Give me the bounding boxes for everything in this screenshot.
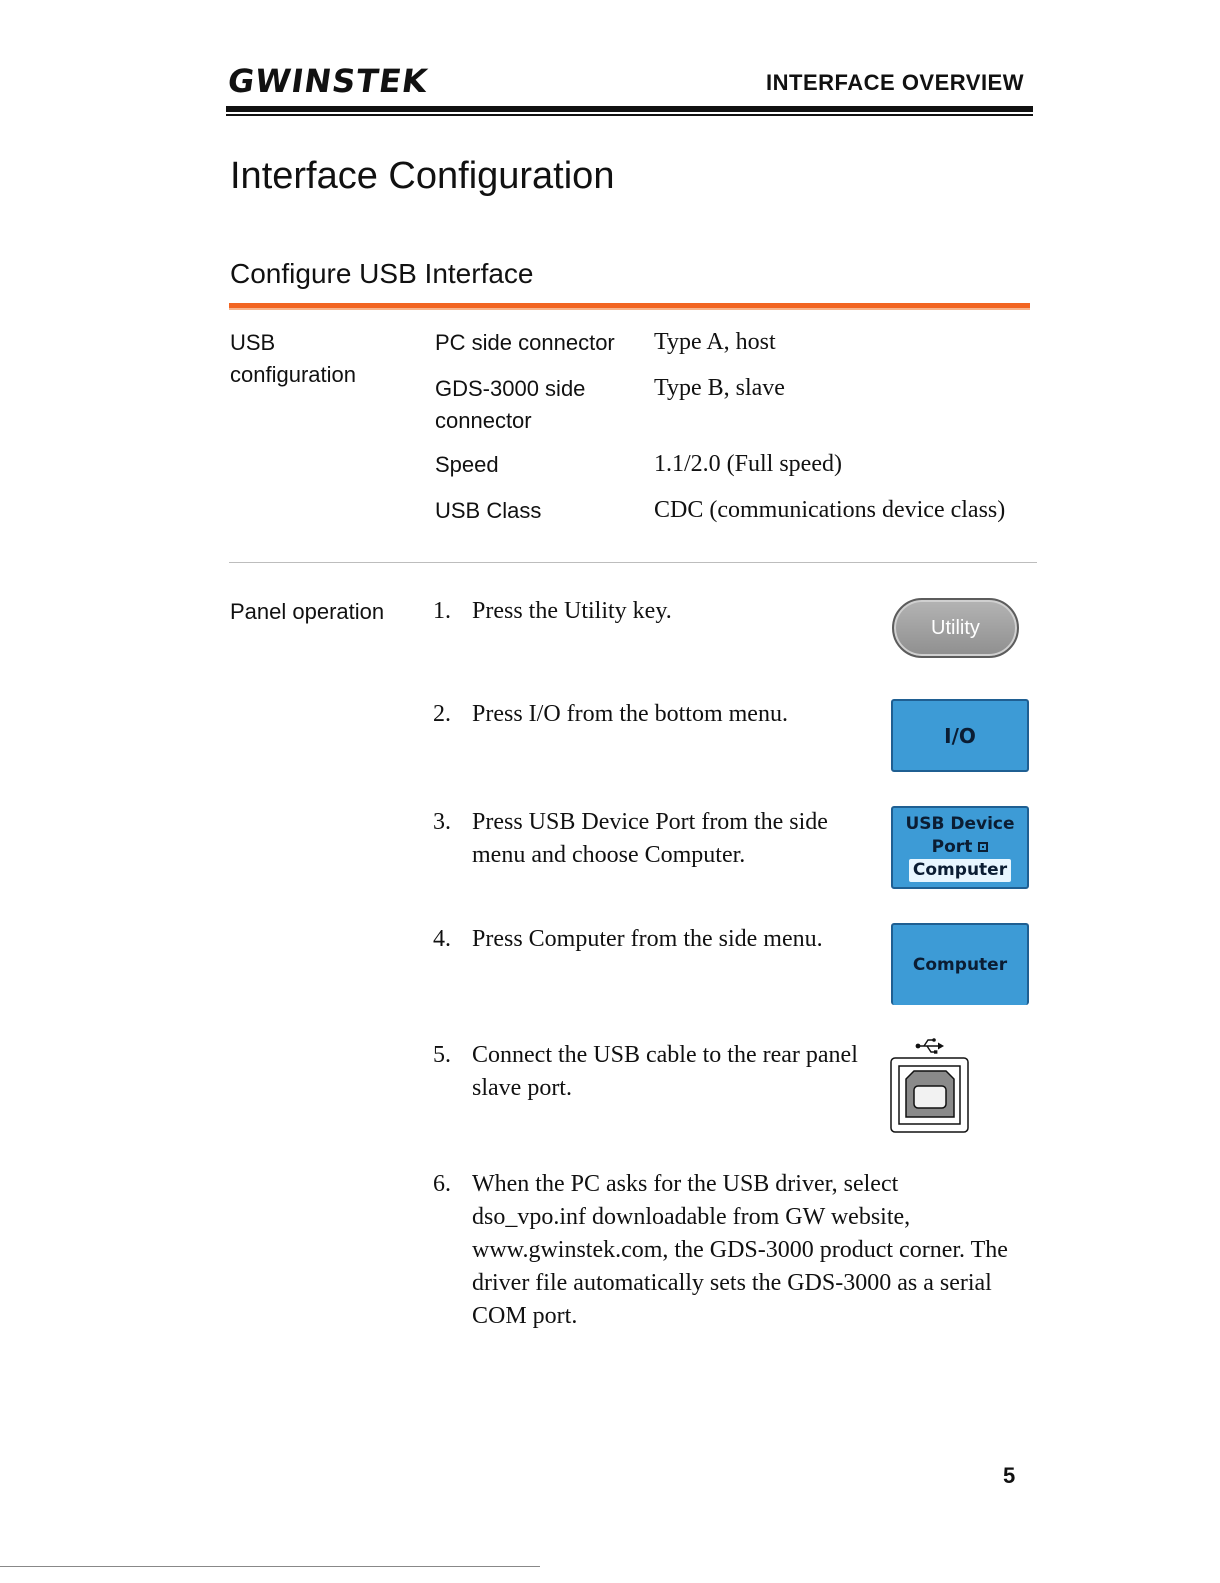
step-number: 1. [433, 598, 451, 624]
step-text: Press Computer from the side menu. [472, 926, 823, 952]
config-key-usb-class: USB Class [435, 498, 542, 523]
config-value-gds-side: Type B, slave [654, 375, 785, 401]
config-key-pc-side: PC side connector [435, 330, 615, 355]
config-value-pc-side: Type A, host [654, 329, 776, 355]
panel-operation-label: Panel operation [230, 599, 385, 624]
port-indicator-icon [978, 842, 988, 852]
section-subtitle: Configure USB Interface [230, 258, 534, 289]
step-number: 3. [433, 809, 451, 835]
config-key-speed: Speed [435, 452, 499, 477]
subtitle-underline-shadow [229, 308, 1030, 310]
usb-selected-value: Computer [909, 859, 1011, 882]
page-title: Interface Configuration [230, 155, 615, 197]
usb-config-label: USB configuration [230, 330, 356, 387]
usb-device-label: USB Device [905, 814, 1015, 834]
page-number: 5 [1003, 1463, 1016, 1488]
header-rule [226, 106, 1033, 112]
config-value-usb-class: CDC (communications device class) [654, 497, 1006, 523]
footer-line [0, 1566, 540, 1567]
utility-key-button[interactable]: Utility [892, 598, 1019, 658]
gwinstek-logo: GWINSTEK [225, 62, 431, 100]
usb-port-label: Port [931, 837, 973, 857]
section-header: INTERFACE OVERVIEW [766, 70, 1024, 95]
step-text: Connect the USB cable to the rear panel slave port. [472, 1042, 858, 1101]
config-value-speed: 1.1/2.0 (Full speed) [654, 451, 842, 477]
io-menu-button[interactable]: I/O [891, 699, 1029, 772]
step-text: When the PC asks for the USB driver, select dso_vpo.inf downloadable from GW website, www.gwinstek.com, the GDS-3000 product corner. The driver file automatically sets the GDS-3000 as a serial COM port. [472, 1171, 1008, 1329]
step-text: Press the Utility key. [472, 598, 672, 624]
table-divider [229, 562, 1037, 563]
header-rule-thin [226, 114, 1033, 116]
step-text: Press USB Device Port from the side menu and choose Computer. [472, 809, 828, 868]
usb-port-line [932, 836, 989, 859]
usb-device-port-button[interactable] [891, 806, 1029, 889]
step-number: 6. [433, 1171, 451, 1197]
computer-menu-button[interactable]: Computer [891, 923, 1029, 1005]
usb-b-port-icon[interactable] [890, 1057, 970, 1134]
usb-icon [915, 1036, 945, 1056]
step-number: 4. [433, 926, 451, 952]
step-number: 2. [433, 701, 451, 727]
step-number: 5. [433, 1042, 451, 1068]
step-text: Press I/O from the bottom menu. [472, 701, 788, 727]
config-key-gds-side: GDS-3000 side connector [435, 376, 586, 433]
